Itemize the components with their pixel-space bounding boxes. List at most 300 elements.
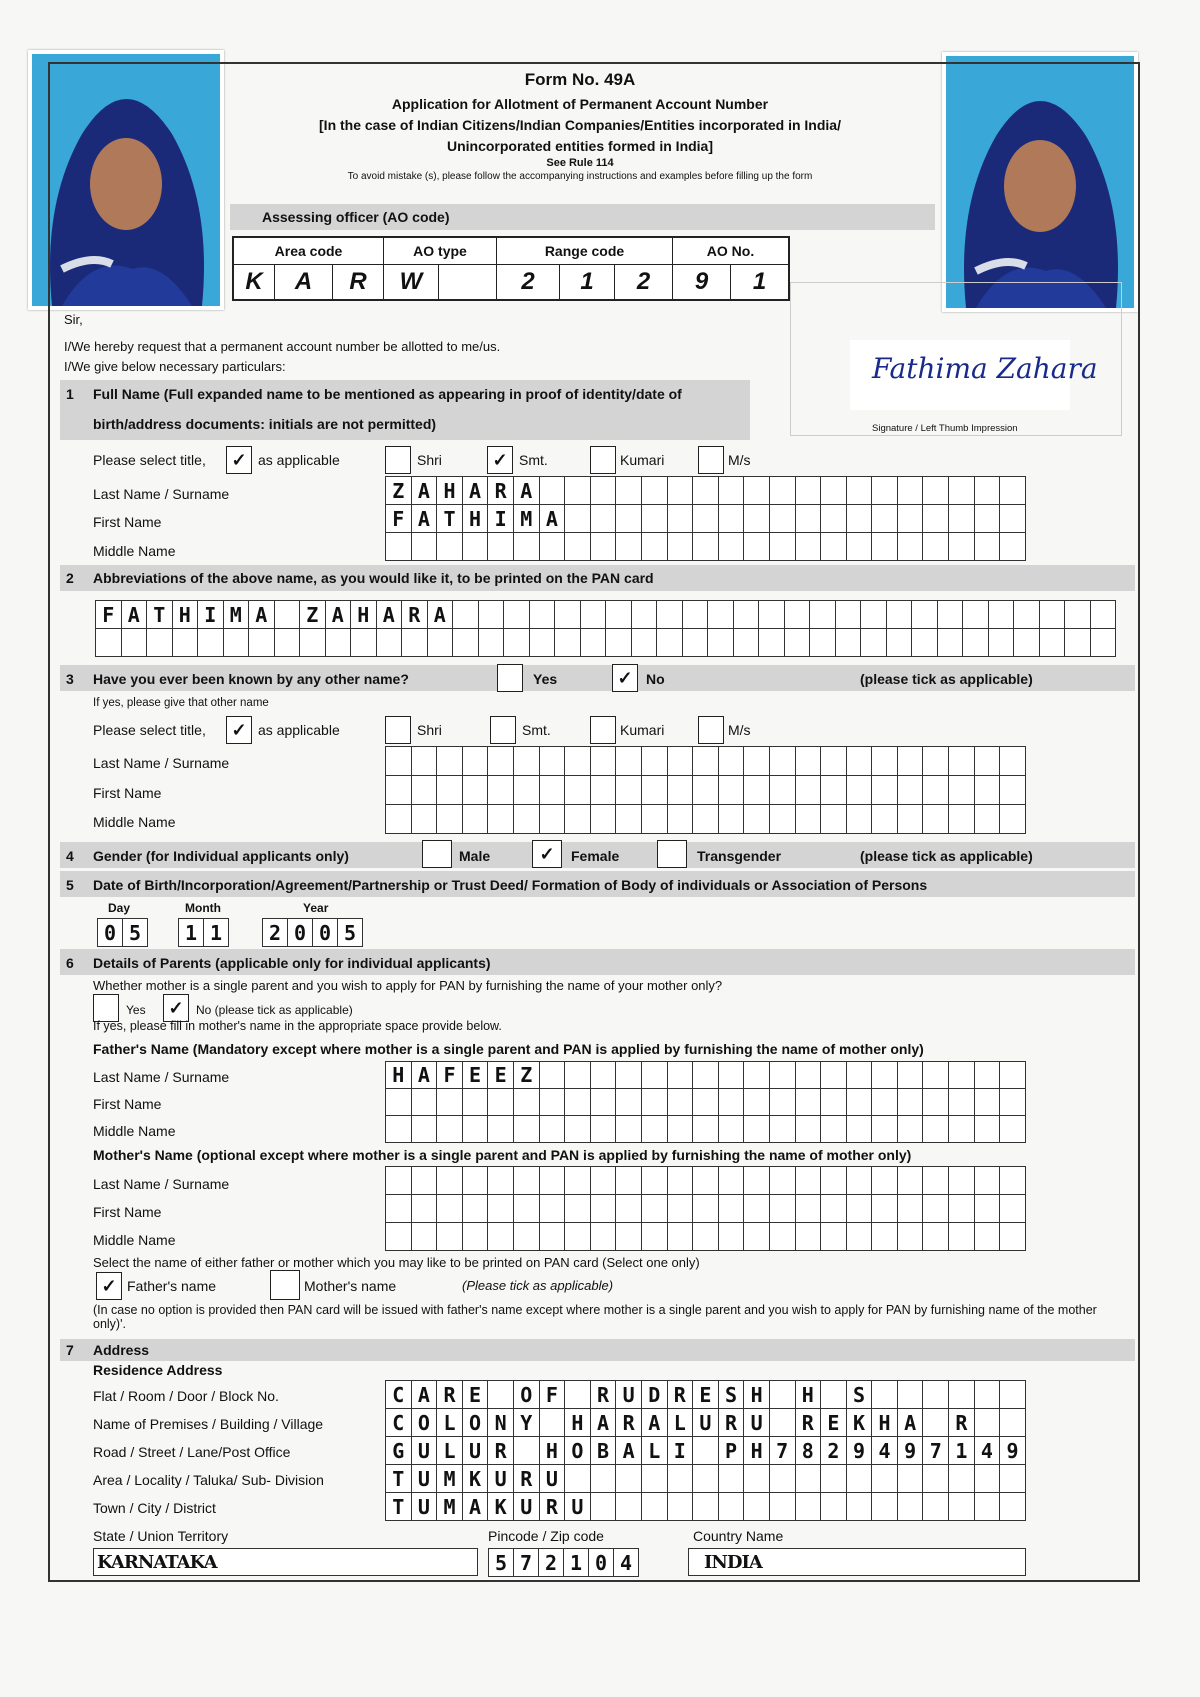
char-box[interactable]: [796, 505, 822, 533]
char-box[interactable]: [770, 1062, 796, 1089]
char-box[interactable]: [453, 601, 479, 629]
char-box[interactable]: [949, 1062, 975, 1089]
char-box[interactable]: P: [719, 1437, 745, 1465]
s7-premises-grid[interactable]: [385, 1408, 1026, 1437]
char-box[interactable]: [412, 1223, 438, 1251]
char-box[interactable]: [463, 776, 489, 805]
char-box[interactable]: [693, 1089, 719, 1116]
char-box[interactable]: [872, 505, 898, 533]
s4-male-checkbox[interactable]: [422, 840, 452, 868]
char-box[interactable]: [821, 776, 847, 805]
char-box[interactable]: [275, 601, 301, 629]
char-box[interactable]: [693, 776, 719, 805]
s3-no-checkbox[interactable]: ✓: [612, 664, 638, 692]
char-box[interactable]: [632, 601, 658, 629]
char-box[interactable]: [1065, 629, 1091, 657]
char-box[interactable]: [898, 1493, 924, 1521]
char-box[interactable]: U: [616, 1381, 642, 1409]
char-box[interactable]: [975, 1167, 1001, 1195]
char-box[interactable]: [847, 1195, 873, 1223]
char-box[interactable]: L: [437, 1409, 463, 1437]
s1-shri-checkbox[interactable]: [385, 446, 411, 474]
char-box[interactable]: [642, 1195, 668, 1223]
char-box[interactable]: U: [488, 1465, 514, 1493]
char-box[interactable]: [147, 629, 173, 657]
char-box[interactable]: [923, 747, 949, 776]
char-box[interactable]: [744, 1167, 770, 1195]
char-box[interactable]: [898, 1116, 924, 1143]
char-box[interactable]: [437, 1223, 463, 1251]
char-box[interactable]: [642, 1167, 668, 1195]
char-box[interactable]: [540, 747, 566, 776]
s7-town-grid[interactable]: [385, 1492, 1026, 1521]
char-box[interactable]: [616, 1223, 642, 1251]
char-box[interactable]: [898, 1381, 924, 1409]
char-box[interactable]: [632, 629, 658, 657]
char-box[interactable]: [386, 776, 412, 805]
char-box[interactable]: [872, 776, 898, 805]
s6-father-last-grid[interactable]: [385, 1061, 1026, 1089]
char-box[interactable]: [872, 477, 898, 505]
char-box[interactable]: [412, 776, 438, 805]
char-box[interactable]: [872, 1493, 898, 1521]
char-box[interactable]: [744, 505, 770, 533]
char-box[interactable]: [693, 1167, 719, 1195]
char-box[interactable]: [683, 629, 709, 657]
char-box[interactable]: H: [173, 601, 199, 629]
char-box[interactable]: [744, 1116, 770, 1143]
char-box[interactable]: [616, 1465, 642, 1493]
char-box[interactable]: [821, 805, 847, 834]
char-box[interactable]: [386, 1167, 412, 1195]
char-box[interactable]: [719, 1116, 745, 1143]
s3-yes-checkbox[interactable]: [497, 664, 523, 692]
char-box[interactable]: [963, 601, 989, 629]
char-box[interactable]: [719, 1167, 745, 1195]
s3-shri-checkbox[interactable]: [385, 716, 411, 744]
char-box[interactable]: [693, 1465, 719, 1493]
s6-mother-first-grid[interactable]: [385, 1194, 1026, 1223]
char-box[interactable]: O: [514, 1381, 540, 1409]
char-box[interactable]: [642, 1223, 668, 1251]
ao-area-cell[interactable]: A: [275, 265, 333, 300]
char-box[interactable]: [770, 1409, 796, 1437]
char-box[interactable]: [770, 805, 796, 834]
char-box[interactable]: [540, 477, 566, 505]
char-box[interactable]: [642, 1116, 668, 1143]
char-box[interactable]: [514, 533, 540, 561]
char-box[interactable]: [975, 533, 1001, 561]
char-box[interactable]: [224, 629, 250, 657]
char-box[interactable]: [565, 1195, 591, 1223]
char-box[interactable]: [796, 747, 822, 776]
char-box[interactable]: [872, 1089, 898, 1116]
char-box[interactable]: [1000, 1409, 1026, 1437]
char-box[interactable]: C: [386, 1381, 412, 1409]
char-box[interactable]: O: [463, 1409, 489, 1437]
char-box[interactable]: [872, 805, 898, 834]
char-box[interactable]: [1000, 805, 1026, 834]
char-box[interactable]: [770, 1381, 796, 1409]
char-box[interactable]: [514, 1089, 540, 1116]
char-box[interactable]: L: [668, 1409, 694, 1437]
char-box[interactable]: [796, 1493, 822, 1521]
char-box[interactable]: R: [540, 1493, 566, 1521]
char-box[interactable]: [1040, 629, 1066, 657]
char-box[interactable]: [642, 505, 668, 533]
char-box[interactable]: [657, 601, 683, 629]
char-box[interactable]: [770, 1089, 796, 1116]
char-box[interactable]: A: [412, 505, 438, 533]
char-box[interactable]: [616, 1167, 642, 1195]
char-box[interactable]: [949, 776, 975, 805]
char-box[interactable]: Z: [386, 477, 412, 505]
char-box[interactable]: [734, 629, 760, 657]
char-box[interactable]: [847, 533, 873, 561]
char-box[interactable]: [565, 1089, 591, 1116]
s5-day-grid[interactable]: [97, 918, 148, 947]
char-box[interactable]: A: [591, 1409, 617, 1437]
char-box[interactable]: [668, 1116, 694, 1143]
s1-first-name-grid[interactable]: [385, 504, 1026, 533]
char-box[interactable]: 4: [975, 1437, 1001, 1465]
char-box[interactable]: [668, 1493, 694, 1521]
s2-abbrev-line-1[interactable]: [95, 600, 1116, 629]
char-box[interactable]: [898, 1167, 924, 1195]
char-box[interactable]: [591, 1195, 617, 1223]
char-box[interactable]: [770, 1493, 796, 1521]
char-box[interactable]: [514, 1195, 540, 1223]
char-box[interactable]: [872, 1381, 898, 1409]
char-box[interactable]: H: [744, 1381, 770, 1409]
char-box[interactable]: [1091, 601, 1117, 629]
char-box[interactable]: [821, 747, 847, 776]
char-box[interactable]: 1: [949, 1437, 975, 1465]
char-box[interactable]: [1000, 1167, 1026, 1195]
char-box[interactable]: [949, 1493, 975, 1521]
char-box[interactable]: [591, 477, 617, 505]
char-box[interactable]: U: [412, 1465, 438, 1493]
char-box[interactable]: [719, 505, 745, 533]
char-box[interactable]: N: [488, 1409, 514, 1437]
s1-smt-checkbox[interactable]: ✓: [487, 446, 513, 474]
s6-no-checkbox[interactable]: ✓: [163, 994, 189, 1022]
char-box[interactable]: [872, 1465, 898, 1493]
char-box[interactable]: H: [796, 1381, 822, 1409]
char-box[interactable]: [616, 1062, 642, 1089]
char-box[interactable]: [488, 747, 514, 776]
char-box[interactable]: [668, 1195, 694, 1223]
char-box[interactable]: [386, 805, 412, 834]
char-box[interactable]: [847, 1223, 873, 1251]
char-box[interactable]: [1000, 505, 1026, 533]
char-box[interactable]: [923, 1195, 949, 1223]
char-box[interactable]: [591, 1062, 617, 1089]
char-box[interactable]: [514, 1167, 540, 1195]
char-box[interactable]: [796, 1465, 822, 1493]
char-box[interactable]: [949, 1381, 975, 1409]
char-box[interactable]: [821, 505, 847, 533]
char-box[interactable]: I: [488, 505, 514, 533]
char-box[interactable]: [668, 805, 694, 834]
char-box[interactable]: Z: [300, 601, 326, 629]
char-box[interactable]: [949, 1195, 975, 1223]
char-box[interactable]: [923, 1089, 949, 1116]
char-box[interactable]: H: [540, 1437, 566, 1465]
char-box[interactable]: D: [642, 1381, 668, 1409]
char-box[interactable]: [437, 1089, 463, 1116]
char-box[interactable]: [693, 1493, 719, 1521]
char-box[interactable]: [847, 776, 873, 805]
char-box[interactable]: E: [821, 1409, 847, 1437]
char-box[interactable]: [642, 1089, 668, 1116]
char-box[interactable]: [821, 1223, 847, 1251]
char-box[interactable]: [898, 1223, 924, 1251]
char-box[interactable]: M: [224, 601, 250, 629]
char-box[interactable]: [463, 1167, 489, 1195]
s7-state-field[interactable]: [93, 1548, 478, 1576]
char-box[interactable]: [785, 629, 811, 657]
char-box[interactable]: 2: [539, 1549, 564, 1577]
char-box[interactable]: [923, 1116, 949, 1143]
char-box[interactable]: [300, 629, 326, 657]
ao-type-cell[interactable]: [439, 265, 497, 300]
char-box[interactable]: [949, 533, 975, 561]
char-box[interactable]: [514, 1437, 540, 1465]
char-box[interactable]: L: [642, 1437, 668, 1465]
char-box[interactable]: [898, 505, 924, 533]
char-box[interactable]: [412, 533, 438, 561]
char-box[interactable]: M: [437, 1493, 463, 1521]
char-box[interactable]: [1000, 1493, 1026, 1521]
char-box[interactable]: [616, 1089, 642, 1116]
char-box[interactable]: [565, 477, 591, 505]
char-box[interactable]: [770, 1195, 796, 1223]
char-box[interactable]: A: [412, 1381, 438, 1409]
char-box[interactable]: [847, 747, 873, 776]
char-box[interactable]: [693, 747, 719, 776]
char-box[interactable]: [453, 629, 479, 657]
char-box[interactable]: [744, 805, 770, 834]
char-box[interactable]: 5: [489, 1549, 514, 1577]
char-box[interactable]: 1: [204, 919, 229, 947]
s6-father-middle-grid[interactable]: [385, 1115, 1026, 1143]
char-box[interactable]: M: [437, 1465, 463, 1493]
char-box[interactable]: [796, 776, 822, 805]
char-box[interactable]: [708, 601, 734, 629]
char-box[interactable]: [861, 629, 887, 657]
char-box[interactable]: [642, 477, 668, 505]
char-box[interactable]: [565, 1465, 591, 1493]
char-box[interactable]: [642, 805, 668, 834]
char-box[interactable]: [386, 1089, 412, 1116]
char-box[interactable]: [770, 1167, 796, 1195]
char-box[interactable]: [693, 1437, 719, 1465]
char-box[interactable]: [719, 805, 745, 834]
char-box[interactable]: [975, 1223, 1001, 1251]
char-box[interactable]: R: [591, 1381, 617, 1409]
char-box[interactable]: [351, 629, 377, 657]
char-box[interactable]: [565, 805, 591, 834]
char-box[interactable]: A: [463, 1493, 489, 1521]
char-box[interactable]: [437, 776, 463, 805]
char-box[interactable]: [923, 805, 949, 834]
char-box[interactable]: [412, 1116, 438, 1143]
char-box[interactable]: [173, 629, 199, 657]
char-box[interactable]: [693, 1195, 719, 1223]
char-box[interactable]: [719, 1465, 745, 1493]
char-box[interactable]: [719, 1089, 745, 1116]
char-box[interactable]: [386, 1223, 412, 1251]
char-box[interactable]: [565, 1381, 591, 1409]
char-box[interactable]: 0: [288, 919, 313, 947]
char-box[interactable]: Y: [514, 1409, 540, 1437]
char-box[interactable]: [923, 1409, 949, 1437]
char-box[interactable]: [770, 477, 796, 505]
char-box[interactable]: [923, 1493, 949, 1521]
char-box[interactable]: [693, 805, 719, 834]
char-box[interactable]: R: [488, 477, 514, 505]
char-box[interactable]: [744, 1089, 770, 1116]
char-box[interactable]: [616, 747, 642, 776]
char-box[interactable]: [975, 1062, 1001, 1089]
s3-kumari-checkbox[interactable]: [590, 716, 616, 744]
char-box[interactable]: [821, 1062, 847, 1089]
char-box[interactable]: [847, 1167, 873, 1195]
char-box[interactable]: A: [428, 601, 454, 629]
char-box[interactable]: R: [949, 1409, 975, 1437]
char-box[interactable]: [386, 533, 412, 561]
s6-mothers-name-checkbox[interactable]: [270, 1270, 300, 1300]
char-box[interactable]: [479, 629, 505, 657]
char-box[interactable]: A: [249, 601, 275, 629]
char-box[interactable]: [872, 1062, 898, 1089]
char-box[interactable]: [1000, 1223, 1026, 1251]
char-box[interactable]: [642, 776, 668, 805]
char-box[interactable]: [1014, 601, 1040, 629]
char-box[interactable]: H: [565, 1409, 591, 1437]
char-box[interactable]: [847, 1465, 873, 1493]
char-box[interactable]: [887, 629, 913, 657]
char-box[interactable]: [555, 601, 581, 629]
char-box[interactable]: [989, 629, 1015, 657]
char-box[interactable]: [668, 533, 694, 561]
char-box[interactable]: [463, 1195, 489, 1223]
char-box[interactable]: [1000, 1381, 1026, 1409]
char-box[interactable]: [1040, 601, 1066, 629]
char-box[interactable]: [540, 1195, 566, 1223]
char-box[interactable]: [719, 1195, 745, 1223]
s1-middle-name-grid[interactable]: [385, 532, 1026, 561]
char-box[interactable]: 1: [564, 1549, 589, 1577]
char-box[interactable]: [975, 1493, 1001, 1521]
char-box[interactable]: H: [872, 1409, 898, 1437]
char-box[interactable]: [898, 477, 924, 505]
char-box[interactable]: [759, 601, 785, 629]
char-box[interactable]: [437, 747, 463, 776]
char-box[interactable]: [386, 747, 412, 776]
char-box[interactable]: [591, 1167, 617, 1195]
char-box[interactable]: [898, 1465, 924, 1493]
char-box[interactable]: [796, 1062, 822, 1089]
char-box[interactable]: [744, 747, 770, 776]
ao-no-cell[interactable]: 1: [731, 265, 789, 300]
char-box[interactable]: U: [744, 1409, 770, 1437]
char-box[interactable]: [463, 747, 489, 776]
char-box[interactable]: T: [147, 601, 173, 629]
char-box[interactable]: [898, 533, 924, 561]
char-box[interactable]: [785, 601, 811, 629]
char-box[interactable]: [975, 505, 1001, 533]
char-box[interactable]: [872, 1116, 898, 1143]
char-box[interactable]: [540, 1167, 566, 1195]
s7-pin-grid[interactable]: [488, 1548, 639, 1577]
s6-yes-checkbox[interactable]: [93, 994, 119, 1022]
char-box[interactable]: [975, 1116, 1001, 1143]
char-box[interactable]: [923, 1465, 949, 1493]
char-box[interactable]: [488, 1381, 514, 1409]
char-box[interactable]: [642, 1465, 668, 1493]
s1-last-name-grid[interactable]: [385, 476, 1026, 505]
char-box[interactable]: [898, 1195, 924, 1223]
char-box[interactable]: [668, 1167, 694, 1195]
char-box[interactable]: [565, 1116, 591, 1143]
s4-transgender-checkbox[interactable]: [657, 840, 687, 868]
char-box[interactable]: [668, 1062, 694, 1089]
char-box[interactable]: [949, 747, 975, 776]
char-box[interactable]: [949, 805, 975, 834]
char-box[interactable]: [719, 477, 745, 505]
char-box[interactable]: [693, 1062, 719, 1089]
char-box[interactable]: U: [693, 1409, 719, 1437]
s7-flat-grid[interactable]: [385, 1380, 1026, 1409]
char-box[interactable]: [975, 1465, 1001, 1493]
s5-year-grid[interactable]: [262, 918, 363, 947]
char-box[interactable]: H: [351, 601, 377, 629]
char-box[interactable]: [591, 1493, 617, 1521]
char-box[interactable]: [530, 601, 556, 629]
char-box[interactable]: [719, 776, 745, 805]
char-box[interactable]: [606, 601, 632, 629]
char-box[interactable]: [581, 601, 607, 629]
char-box[interactable]: [668, 1089, 694, 1116]
char-box[interactable]: U: [463, 1437, 489, 1465]
char-box[interactable]: [412, 1195, 438, 1223]
char-box[interactable]: [872, 747, 898, 776]
char-box[interactable]: [591, 1089, 617, 1116]
char-box[interactable]: [821, 1089, 847, 1116]
ao-range-cell[interactable]: 2: [615, 265, 673, 300]
char-box[interactable]: A: [540, 505, 566, 533]
char-box[interactable]: [796, 1167, 822, 1195]
char-box[interactable]: [437, 1167, 463, 1195]
char-box[interactable]: [565, 533, 591, 561]
char-box[interactable]: F: [386, 505, 412, 533]
char-box[interactable]: A: [463, 477, 489, 505]
char-box[interactable]: [744, 776, 770, 805]
char-box[interactable]: [591, 747, 617, 776]
char-box[interactable]: [514, 747, 540, 776]
char-box[interactable]: [1000, 1062, 1026, 1089]
char-box[interactable]: [514, 776, 540, 805]
char-box[interactable]: [693, 1116, 719, 1143]
char-box[interactable]: [847, 1493, 873, 1521]
char-box[interactable]: [744, 533, 770, 561]
char-box[interactable]: [668, 747, 694, 776]
char-box[interactable]: [198, 629, 224, 657]
char-box[interactable]: R: [668, 1381, 694, 1409]
char-box[interactable]: [386, 1195, 412, 1223]
